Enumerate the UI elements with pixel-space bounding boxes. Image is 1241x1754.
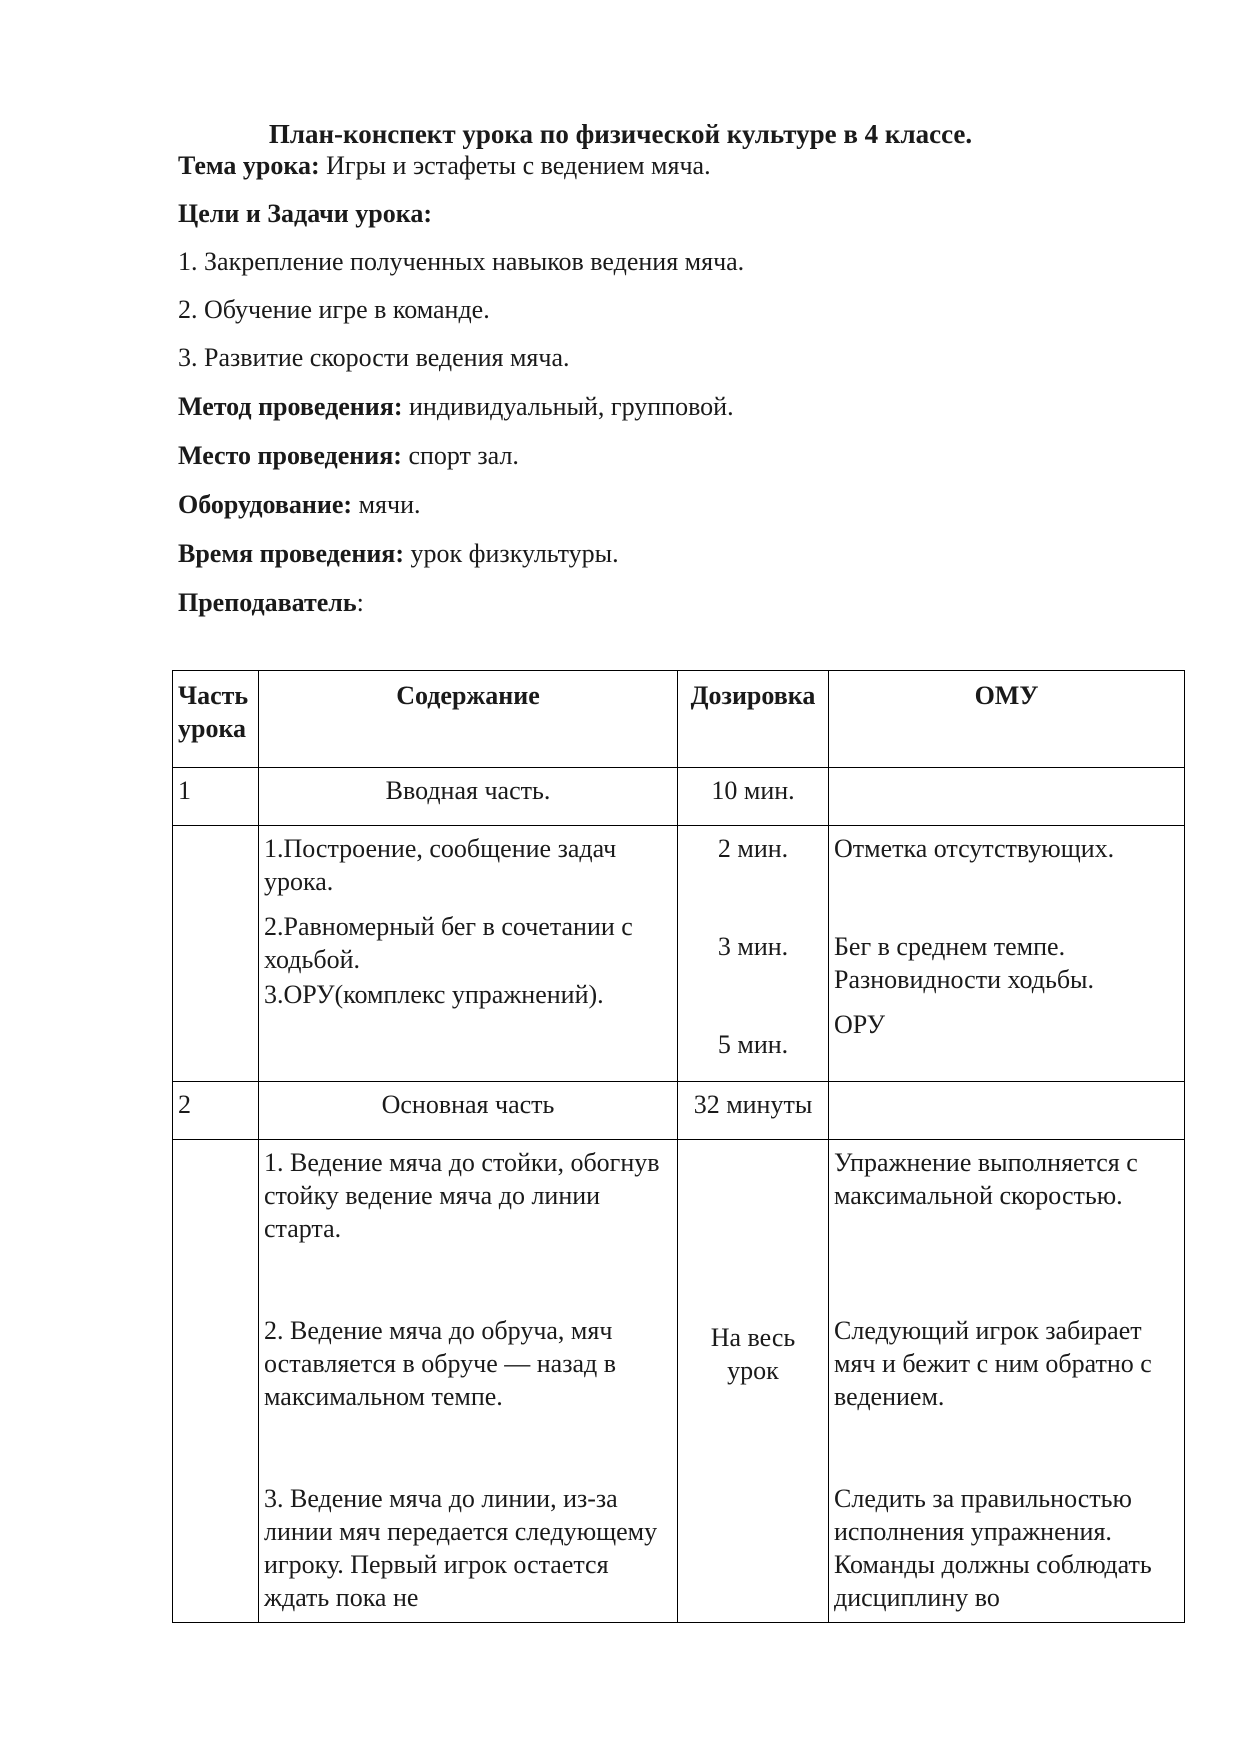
method-label: Метод проведения: (178, 392, 403, 421)
content-item: 3.ОРУ(комплекс упражнений). (264, 980, 604, 1009)
table-row (173, 826, 1185, 1082)
goals-label: Цели и Задачи урока: (178, 199, 432, 228)
lesson-table (172, 670, 1185, 1623)
goals-heading (178, 197, 432, 231)
cell-part: 2 (173, 1082, 259, 1140)
header-part: Часть урока (173, 671, 259, 768)
cell-omu (829, 1140, 1185, 1623)
cell-omu (829, 768, 1185, 826)
cell-part (173, 826, 259, 1082)
equipment-line (178, 488, 420, 522)
equipment-label: Оборудование: (178, 490, 353, 519)
content-item: 3. Ведение мяча до линии, из-за линии мяч передается следующему игроку. Первый игрок остается ждать пока не (264, 1484, 658, 1612)
content-item: 1. Ведение мяча до стойки, обогнув стойку ведение мяча до линии старта. (264, 1148, 660, 1243)
teacher-value: : (356, 588, 364, 617)
cell-omu (829, 826, 1185, 1082)
content-item: 1.Построение, сообщение задач урока. (264, 834, 617, 896)
table-header-row (173, 671, 1185, 768)
goal-item: 1. Закрепление полученных навыков ведения мяча. (178, 247, 745, 276)
cell-content: Вводная часть. (259, 768, 678, 826)
time-label: Время проведения: (178, 539, 405, 568)
place-value: спорт зал. (401, 441, 519, 470)
goal-item: 3. Развитие скорости ведения мяча. (178, 343, 570, 372)
header-omu: ОМУ (829, 671, 1185, 768)
time-line (178, 537, 619, 571)
place-label: Место проведения: (178, 441, 402, 470)
method-line (178, 390, 734, 424)
omu-item: ОРУ (834, 1010, 885, 1039)
dose-item: 2 мин. (717, 834, 789, 863)
place-line (178, 439, 519, 473)
cell-content: Основная часть (259, 1082, 678, 1140)
header-dose: Дозировка (678, 671, 829, 768)
teacher-label: Преподаватель (178, 588, 357, 617)
content-item: 2. Ведение мяча до обруча, мяч оставляется в обруче — назад в максимальном темпе. (264, 1316, 617, 1411)
topic-line (178, 149, 711, 183)
cell-dose: На весь урок (678, 1140, 829, 1623)
method-value: индивидуальный, групповой. (402, 392, 734, 421)
cell-dose: 10 мин. (678, 768, 829, 826)
content-item: 2.Равномерный бег в сочетании с ходьбой. (264, 912, 633, 974)
goal-item: 2. Обучение игре в команде. (178, 295, 490, 324)
teacher-line (178, 586, 364, 620)
omu-item: Следить за правильностью исполнения упражнения. Команды должны соблюдать дисциплину во (834, 1484, 1152, 1612)
omu-item: Отметка отсутствующих. (834, 834, 1115, 863)
document-title: План-конспект урока по физической культуре в 4 классе. (268, 119, 973, 149)
equipment-value: мячи. (352, 490, 421, 519)
time-value: урок физкультуры. (404, 539, 619, 568)
cell-part: 1 (173, 768, 259, 826)
omu-item: Следующий игрок забирает мяч и бежит с ним обратно с ведением. (834, 1316, 1152, 1411)
cell-content (259, 1140, 678, 1623)
cell-dose (678, 826, 829, 1082)
omu-item: Бег в среднем темпе. Разновидности ходьбы. (834, 932, 1095, 994)
cell-part (173, 1140, 259, 1623)
table-row (173, 768, 1185, 826)
omu-item: Упражнение выполняется с максимальной скоростью. (834, 1148, 1138, 1210)
cell-dose: 32 минуты (678, 1082, 829, 1140)
cell-omu (829, 1082, 1185, 1140)
dose-item: 3 мин. (717, 932, 789, 961)
cell-content (259, 826, 678, 1082)
dose-item: 5 мин. (717, 1030, 789, 1059)
header-content: Содержание (259, 671, 678, 768)
table-row (173, 1082, 1185, 1140)
topic-value: Игры и эстафеты с ведением мяча. (319, 151, 711, 180)
topic-label: Тема урока: (178, 151, 320, 180)
table-row (173, 1140, 1185, 1623)
